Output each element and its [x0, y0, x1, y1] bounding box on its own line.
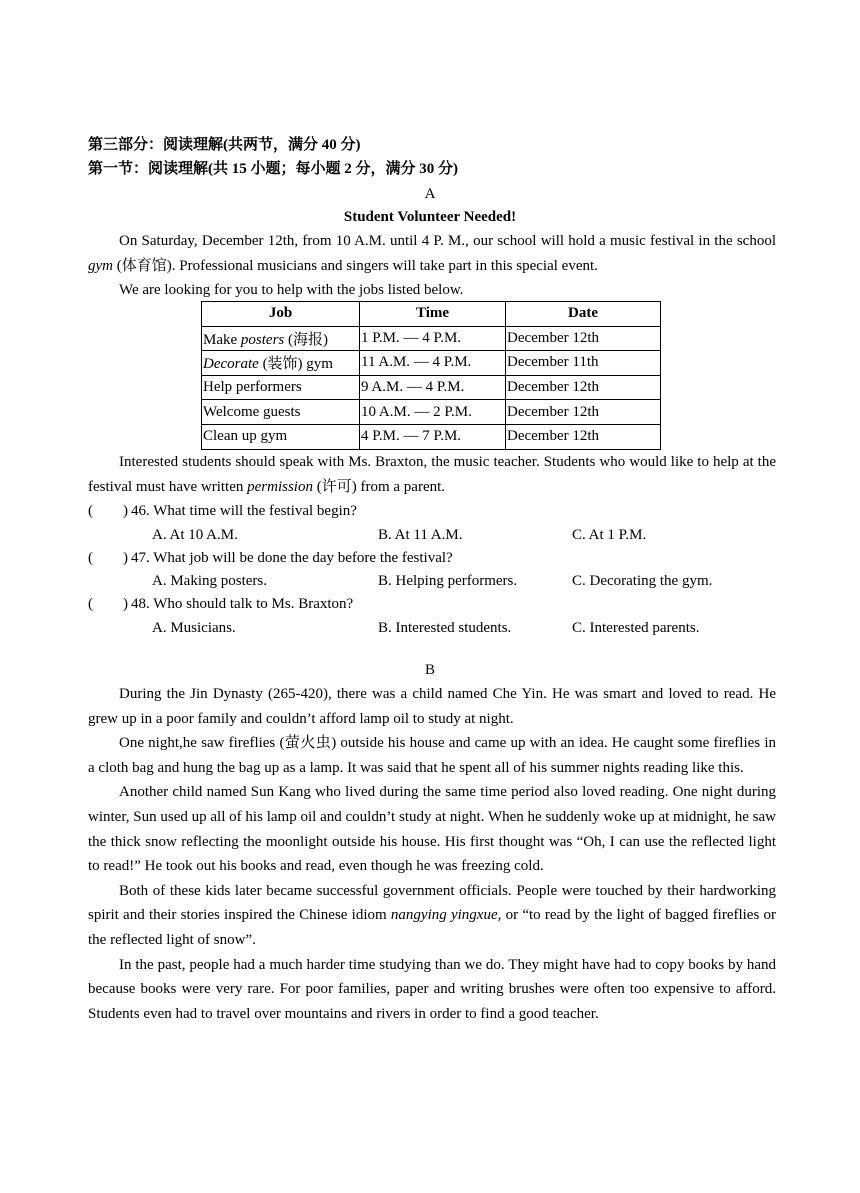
table-cell-date: December 11th	[506, 351, 661, 376]
passage-a-paragraph-3: Interested students should speak with Ms. Braxton, the music teacher. Students who would like to help at the festival must have written permission (许可) from a parent.	[88, 454, 776, 495]
table-cell-job: Clean up gym	[202, 424, 360, 449]
question-48-option-b[interactable]: B. Interested students.	[378, 620, 512, 636]
table-cell-time: 9 A.M. — 4 P.M.	[360, 375, 506, 400]
table-cell-date: December 12th	[506, 400, 661, 425]
table-cell-time: 1 P.M. — 4 P.M.	[360, 326, 506, 351]
table-cell-time: 10 A.M. — 2 P.M.	[360, 400, 506, 425]
passage-b-paragraph-2: One night,he saw fireflies (萤火虫) outside his house and came up with an idea. He caught some fireflies in a cloth bag and hung the bag up as a lamp. It was said that he spent all of his summer nights reading like this.	[88, 735, 776, 776]
table-cell-date: December 12th	[506, 375, 661, 400]
answer-blank-46[interactable]: ( )	[88, 503, 128, 519]
table-row	[202, 351, 661, 376]
table-row	[202, 375, 661, 400]
answer-blank-48[interactable]: ( )	[88, 596, 128, 612]
question-46-stem: 46. What time will the festival begin?	[131, 503, 357, 519]
passage-a-paragraph-1: On Saturday, December 12th, from 10 A.M. until 4 P. M., our school will hold a music festival in the school gym (体育馆). Professional musicians and singers will take part in this special event.	[88, 233, 776, 274]
table-header-date: Date	[506, 302, 661, 327]
table-cell-job: Help performers	[202, 375, 360, 400]
table-cell-job: Decorate (装饰) gym	[202, 351, 360, 376]
table-header-job: Job	[202, 302, 360, 327]
table-row	[202, 400, 661, 425]
part-title: 第三部分：阅读理解(共两节，满分 40 分)	[88, 137, 361, 153]
question-46-option-a[interactable]: A. At 10 A.M.	[152, 527, 238, 543]
question-48-stem: 48. Who should talk to Ms. Braxton?	[131, 596, 354, 612]
section-title: 第一节：阅读理解(共 15 小题；每小题 2 分，满分 30 分)	[88, 161, 458, 177]
table-row	[202, 326, 661, 351]
table-row	[202, 424, 661, 449]
table-cell-time: 4 P.M. — 7 P.M.	[360, 424, 506, 449]
passage-a-intro	[88, 229, 776, 303]
passage-a-paragraph-2: We are looking for you to help with the jobs listed below.	[119, 282, 464, 299]
table-cell-time: 11 A.M. — 4 P.M.	[360, 351, 506, 376]
question-47-option-b[interactable]: B. Helping performers.	[378, 573, 518, 589]
question-48-option-c[interactable]: C. Interested parents.	[572, 620, 700, 636]
table-header-time: Time	[360, 302, 506, 327]
passage-b-body	[88, 682, 776, 1026]
question-47-option-a[interactable]: A. Making posters.	[152, 573, 267, 589]
table-cell-job: Make posters (海报)	[202, 326, 360, 351]
table-cell-date: December 12th	[506, 424, 661, 449]
passage-b-paragraph-4: Both of these kids later became successful government officials. People were touched by their hardworking spirit and their stories inspired the Chinese idiom nangying yingxue, or “to read by the light of bagged fireflies or the reflected light of snow”.	[88, 882, 777, 948]
jobs-table	[201, 301, 661, 450]
passage-b-paragraph-5: In the past, people had a much harder time studying than we do. They might have had to copy books by hand because books were very rare. For poor families, paper and writing brushes were often too expensive to afford. Students even had to travel over mountains and rivers in order to find a good teacher.	[88, 956, 776, 1022]
table-cell-job: Welcome guests	[202, 400, 360, 425]
question-47-stem: 47. What job will be done the day before the festival?	[131, 550, 453, 566]
question-46-option-b[interactable]: B. At 11 A.M.	[378, 527, 463, 543]
answer-blank-47[interactable]: ( )	[88, 550, 128, 566]
question-47-option-c[interactable]: C. Decorating the gym.	[572, 573, 713, 589]
passage-b-letter: B	[424, 662, 435, 678]
question-48-option-a[interactable]: A. Musicians.	[152, 620, 236, 636]
question-46-option-c[interactable]: C. At 1 P.M.	[572, 527, 647, 543]
table-header-row	[202, 302, 661, 327]
passage-b-paragraph-1: During the Jin Dynasty (265-420), there was a child named Che Yin. He was smart and loved to read. He grew up in a poor family and couldn’t afford lamp oil to study at night.	[88, 686, 776, 727]
table-cell-date: December 12th	[506, 326, 661, 351]
passage-a-title: Student Volunteer Needed!	[343, 209, 517, 225]
passage-a-letter: A	[424, 186, 436, 202]
passage-b-paragraph-3: Another child named Sun Kang who lived during the same time period also loved reading. One night during winter, Sun used up all of his lamp oil and couldn’t study at night. When he suddenly woke up at midnight, he saw the thick snow reflecting the moonlight outside his house. His first thought was “Oh, I can use the reflected light to read!” He took out his books and read, even though he was freezing cold.	[88, 784, 776, 875]
